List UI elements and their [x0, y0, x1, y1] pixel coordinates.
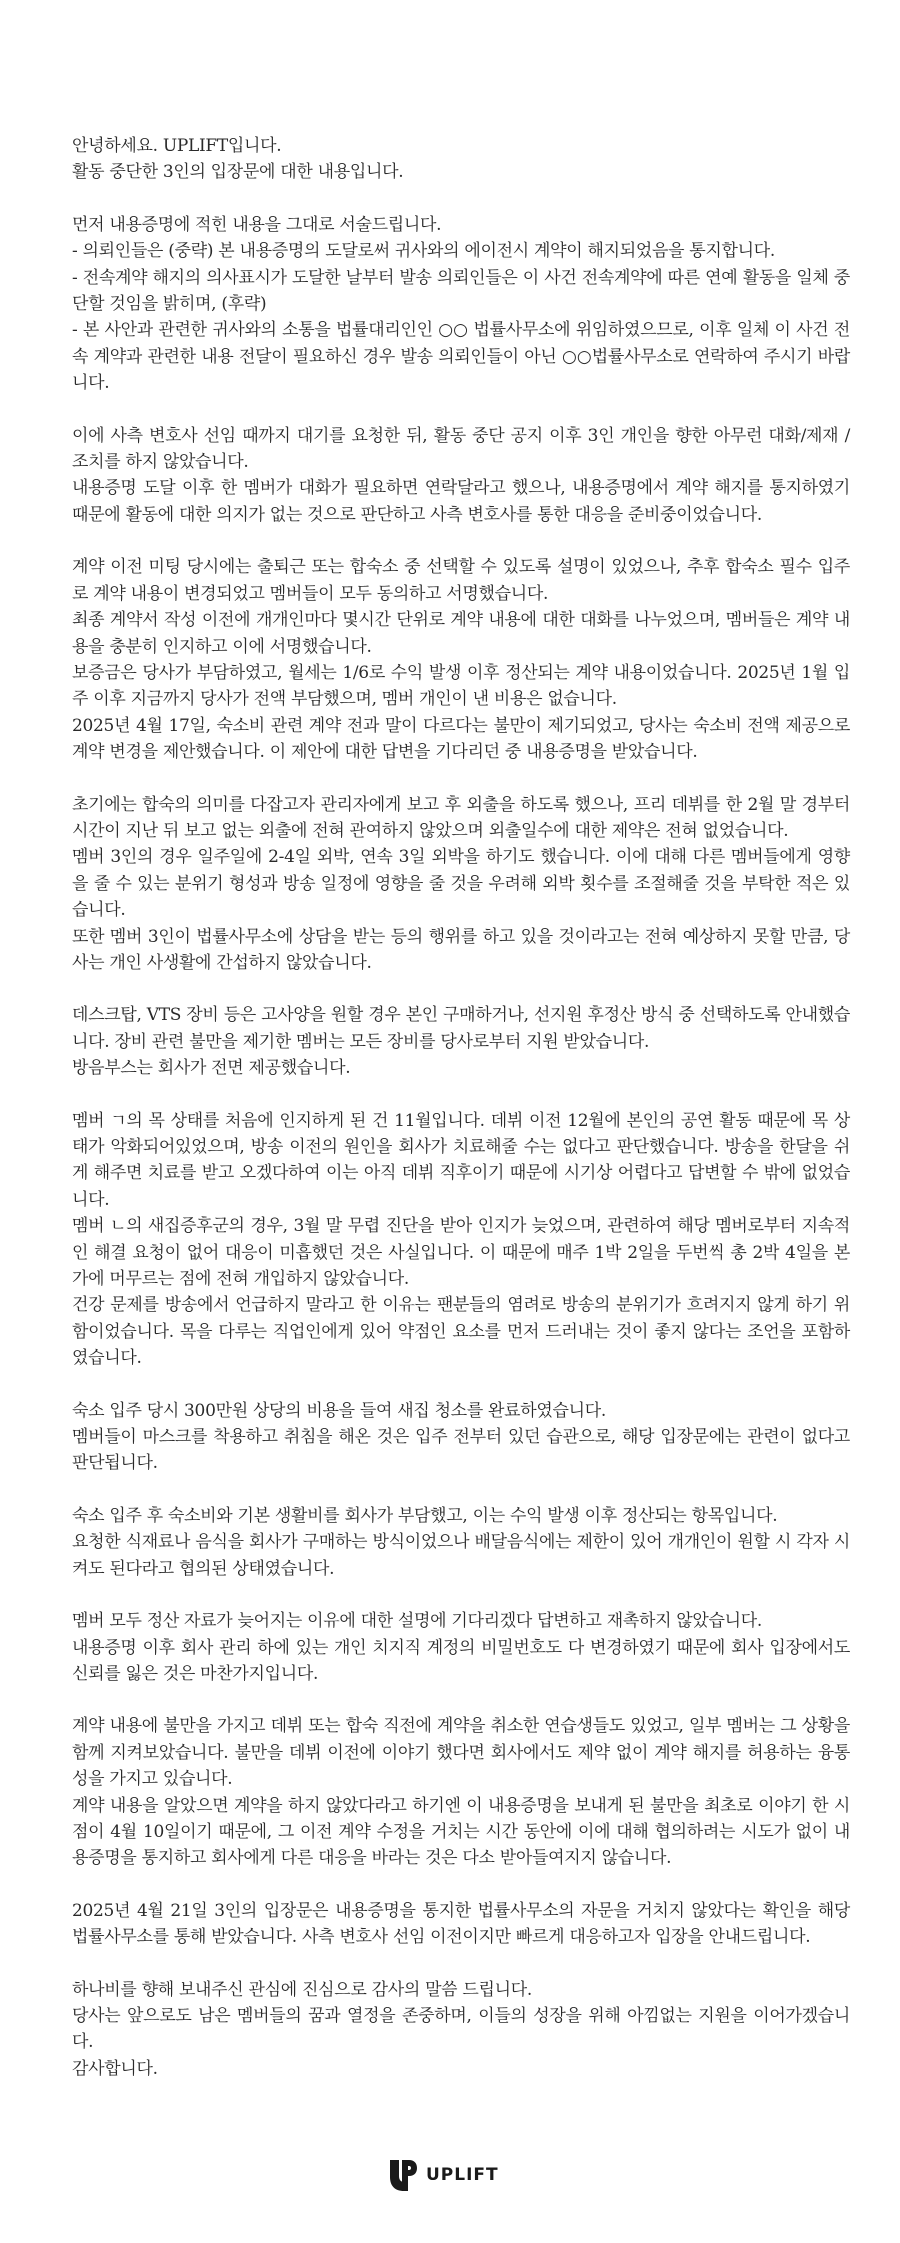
text-line: 내용증명 이후 회사 관리 하에 있는 개인 치지직 계정의 비밀번호도 다 변경하였기 때문에 회사 입장에서도 신뢰를 잃은 것은 마찬가지입니다.: [72, 1637, 850, 1684]
paragraph-cleaning: [72, 1398, 850, 1477]
text-line: 멤버들이 마스크를 착용하고 취침을 해온 것은 입주 전부터 있던 습관으로, 해당 입장문에는 관련이 없다고 판단됩니다.: [72, 1427, 850, 1474]
text-line: 숙소 입주 당시 300만원 상당의 비용을 들여 새집 청소를 완료하였습니다.: [72, 1400, 607, 1421]
paragraph-settlement: [72, 1608, 850, 1687]
uplift-logo: [388, 2153, 499, 2197]
text-line: 보증금은 당사가 부담하였고, 월세는 1/6로 수익 발생 이후 정산되는 계약 내용이었습니다. 2025년 1월 입주 이후 지금까지 당사가 전액 부담했으며, 멤버 개인이 낸 비용은 없습니다.: [72, 662, 850, 710]
text-line: 안녕하세요. UPLIFT입니다.: [72, 136, 282, 156]
paragraph-contract: [72, 554, 850, 765]
text-line: - 전속계약 해지의 의사표시가 도달한 날부터 발송 의뢰인들은 이 사건 전속계약에 따른 연예 활동을 일체 중단할 것임을 밝히며, (후략): [72, 267, 850, 315]
paragraph-greeting: [72, 133, 850, 186]
paragraph-outings: [72, 792, 850, 977]
text-line: 멤버 ㄴ의 새집증후군의 경우, 3월 말 무렵 진단을 받아 인지가 늦었으며, 관련하여 해당 멤버로부터 지속적인 해결 요청이 없어 대응이 미흡했던 것은 사실입니다. 이 때문에 매주 1박 2일을 두번씩 총 2박 4일을 본가에 머무르는 점에 전혀 개입하지 않았습니다.: [72, 1216, 850, 1290]
text-line: 최종 계약서 작성 이전에 개개인마다 몇시간 단위로 계약 내용에 대한 대화를 나누었으며, 멤버들은 계약 내용을 충분히 인지하고 이에 서명했습니다.: [72, 610, 850, 657]
text-line: 2025년 4월 17일, 숙소비 관련 계약 전과 말이 다르다는 불만이 제기되었고, 당사는 숙소비 전액 제공으로 계약 변경을 제안했습니다. 이 제안에 대한 답변을 기다리던 중 내용증명을 받았습니다.: [72, 715, 850, 763]
text-line: - 본 사안과 관련한 귀사와의 소통을 법률대리인인 ○○ 법률사무소에 위임하였으므로, 이후 일체 이 사건 전속 계약과 관련한 내용 전달이 필요하신 경우 발송 의뢰인들이 아닌 ○○법률사무소로 연락하여 주시기 바랍니다.: [72, 320, 850, 394]
paragraph-contract-dissatisfaction: [72, 1713, 850, 1871]
paragraph-response: [72, 423, 850, 529]
text-line: 2025년 4월 21일 3인의 입장문은 내용증명을 통지한 법률사무소의 자문을 거치지 않았다는 확인을 해당 법률사무소를 통해 받았습니다. 사측 변호사 선임 이전이지만 빠르게 대응하고자 입장을 안내드립니다.: [72, 1900, 850, 1948]
text-line: 요청한 식재료나 음식을 회사가 구매하는 방식이었으나 배달음식에는 제한이 있어 개개인이 원할 시 각자 시켜도 된다라고 협의된 상태였습니다.: [72, 1532, 850, 1579]
text-line: 하나비를 향해 보내주신 관심에 진심으로 감사의 말씀 드립니다.: [72, 1979, 533, 2000]
text-line: 계약 이전 미팅 당시에는 출퇴근 또는 합숙소 중 선택할 수 있도록 설명이 있었으나, 추후 합숙소 필수 입주로 계약 내용이 변경되었고 멤버들이 모두 동의하고 서명했습니다.: [72, 557, 850, 604]
paragraph-living-costs: [72, 1503, 850, 1582]
paragraph-legal-confirmation: [72, 1898, 850, 1951]
text-line: - 의뢰인들은 (중략) 본 내용증명의 도달로써 귀사와의 에이전시 계약이 해지되었음을 통지합니다.: [72, 241, 776, 262]
text-line: 먼저 내용증명에 적힌 내용을 그대로 서술드립니다.: [72, 214, 442, 235]
text-line: 멤버 3인의 경우 일주일에 2-4일 외박, 연속 3일 외박을 하기도 했습니다. 이에 대해 다른 멤버들에게 영향을 줄 수 있는 분위기 형성과 방송 일정에 영향을 줄 것을 우려해 외박 횟수를 조절해줄 것을 부탁한 적은 있습니다.: [72, 847, 850, 921]
paragraph-certified-letter: [72, 212, 850, 397]
text-line: 이에 사측 변호사 선임 때까지 대기를 요청한 뒤, 활동 중단 공지 이후 3인 개인을 향한 아무런 대화/제재 / 조치를 하지 않았습니다.: [72, 425, 850, 473]
text-line: 당사는 앞으로도 남은 멤버들의 꿈과 열정을 존중하며, 이들의 성장을 위해 아낌없는 지원을 이어가겠습니다.: [72, 2005, 850, 2053]
uplift-logo-icon: [388, 2158, 418, 2192]
text-line: 숙소 입주 후 숙소비와 기본 생활비를 회사가 부담했고, 이는 수익 발생 이후 정산되는 항목입니다.: [72, 1505, 778, 1526]
text-line: 멤버 ㄱ의 목 상태를 처음에 인지하게 된 건 11월입니다. 데뷔 이전 12월에 본인의 공연 활동 때문에 목 상태가 악화되어있었으며, 방송 이전의 원인을 회사가 치료해줄 수는 없다고 판단했습니다. 방송을 한달을 쉬게 해주면 치료를 받고 오겠다하여 이는 아직 데뷔 직후이기 때문에 시기상 어렵다고 답변할 수 밖에 없었습니다.: [72, 1110, 850, 1210]
statement-body: [72, 133, 850, 2108]
text-line: 데스크탑, VTS 장비 등은 고사양을 원할 경우 본인 구매하거나, 선지원 후정산 방식 중 선택하도록 안내했습니다. 장비 관련 불만을 제기한 멤버는 모든 장비를 당사로부터 지원 받았습니다.: [72, 1005, 850, 1052]
paragraph-equipment: [72, 1002, 850, 1081]
text-line: 건강 문제를 방송에서 언급하지 말라고 한 이유는 팬분들의 염려로 방송의 분위기가 흐려지지 않게 하기 위함이었습니다. 목을 다루는 직업인에게 있어 약점인 요소를 먼저 드러내는 것이 좋지 않다는 조언을 포함하였습니다.: [72, 1295, 850, 1369]
text-line: 계약 내용에 불만을 가지고 데뷔 또는 합숙 직전에 계약을 취소한 연습생들도 있었고, 일부 멤버는 그 상황을 함께 지켜보았습니다. 불만을 데뷔 이전에 이야기 했다면 회사에서도 제약 없이 계약 해지를 허용하는 융통성을 가지고 있습니다.: [72, 1716, 850, 1790]
text-line: 내용증명 도달 이후 한 멤버가 대화가 필요하면 연락달라고 했으나, 내용증명에서 계약 해지를 통지하였기 때문에 활동에 대한 의지가 없는 것으로 판단하고 사측 변호사를 통한 대응을 준비중이었습니다.: [72, 478, 850, 525]
paragraph-health: [72, 1108, 850, 1372]
text-line: 멤버 모두 정산 자료가 늦어지는 이유에 대한 설명에 기다리겠다 답변하고 재촉하지 않았습니다.: [72, 1611, 763, 1632]
text-line: 또한 멤버 3인이 법률사무소에 상담을 받는 등의 행위를 하고 있을 것이라고는 전혀 예상하지 못할 만큼, 당사는 개인 사생활에 간섭하지 않았습니다.: [72, 926, 850, 973]
text-line: 계약 내용을 알았으면 계약을 하지 않았다라고 하기엔 이 내용증명을 보내게 된 불만을 최초로 이야기 한 시점이 4월 10일이기 때문에, 그 이전 계약 수정을 거치는 시간 동안에 이에 대해 협의하려는 시도가 없이 내용증명을 통지하고 회사에게 다른 대응을 바라는 것은 다소 받아들여지지 않습니다.: [72, 1795, 850, 1869]
text-line: 감사합니다.: [72, 2058, 158, 2079]
text-line: 방음부스는 회사가 전면 제공했습니다.: [72, 1058, 351, 1079]
paragraph-closing: [72, 1977, 850, 2083]
text-line: 초기에는 합숙의 의미를 다잡고자 관리자에게 보고 후 외출을 하도록 했으나, 프리 데뷔를 한 2월 말 경부터 시간이 지난 뒤 보고 없는 외출에 전혀 관여하지 않았으며 외출일수에 대한 제약은 전혀 없었습니다.: [72, 794, 850, 841]
text-line: 활동 중단한 3인의 입장문에 대한 내용입니다.: [72, 162, 404, 183]
logo-wordmark: UPLIFT: [426, 2165, 499, 2185]
